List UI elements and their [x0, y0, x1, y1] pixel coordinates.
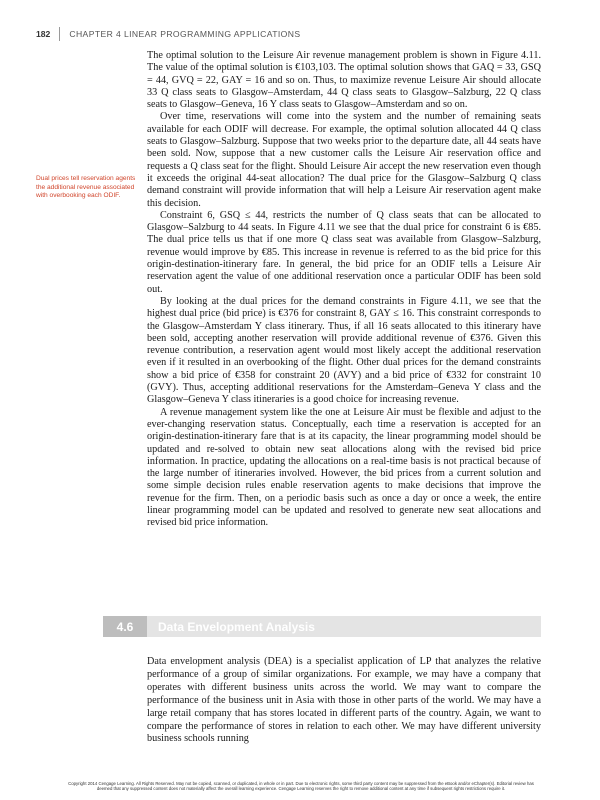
header-divider	[59, 27, 60, 41]
section-number: 4.6	[103, 616, 147, 637]
section-text	[147, 656, 541, 746]
section-title: Data Envelopment Analysis	[158, 619, 315, 634]
page-number: 182	[36, 29, 51, 39]
margin-note: Dual prices tell reservation agents the additional revenue associated with overbooking each ODIF.	[36, 175, 136, 200]
paragraph-dea-intro: Data envelopment analysis (DEA) is a specialist application of LP that analyzes the relative performance of a group of similar organizations. For example, we may have a company that operates with different business units across the world. We may want to compare the performance of the business unit in Asia with those in other parts of the world. We may have a large retail company that has stores located in different parts of the country. Again, we want to compare the performance of stores in relation to each other. We may have different university business schools running	[147, 656, 541, 745]
paragraph-constraint-6: Constraint 6, GSQ ≤ 44, restricts the number of Q class seats that can be allocated to Glasgow–Salzburg to 44 seats. In Figure 4.11 we see that the dual price for constraint 6 is €85. The dual price tells us that if one more Q class seat was available from Glasgow–Salzburg, revenue would improve by €85. This increase in revenue is referred to as the bid price for this origin-destination-itinerary fare. In general, the bid price for an ODIF tells a Leisure Air reservation agent the value of one additional reservation once a particular ODIF has been sold out.	[147, 209, 541, 295]
paragraph-optimal-solution: The optimal solution to the Leisure Air revenue management problem is shown in Figure 4.11. The value of the optimal solution is €103,103. The optimal solution shows that GAQ = 33, GSQ = 44, GVQ = 22, GAY = 16 and so on. Thus, to maximize revenue Leisure Air should allocate 33 Q class seats to Glasgow–Amsterdam, 44 Q class seats to Glasgow–Salzburg, 22 Q class seats to Glasgow–Geneva, 16 Y class seats to Glasgow–Amsterdam and so on.	[147, 50, 541, 111]
main-text	[147, 50, 541, 530]
copyright-footer	[36, 781, 566, 792]
section-heading	[103, 616, 541, 637]
paragraph-dual-prices: By looking at the dual prices for the demand constraints in Figure 4.11, we see that the highest dual price (bid price) is €376 for constraint 8, GAY ≤ 16. This constraint corresponds to the Glasgow–Amsterdam Y class itinerary. Thus, if all 16 seats allocated to this itinerary have been sold, accepting another reservation will provide additional revenue of €376. Given this revenue contribution, a reservation agent would most likely accept the additional reservation even if it resulted in an overbooking of the flight. Other dual prices for the demand constraints show a bid price of €358 for constraint 20 (AVY) and a bid price of €332 for constraint 10 (GVY). Thus, accepting additional reservations for the Amsterdam–Geneva Y class and the Glasgow–Geneva Y class itineraries is a good choice for increasing revenue.	[147, 295, 541, 406]
paragraph-reservations: Over time, reservations will come into the system and the number of remaining seats available for each ODIF will decrease. For example, the optimal solution allocated 44 Q class seats to Glasgow–Salzburg. Suppose that two weeks prior to the departure date, all 44 seats have been sold. Now, suppose that a new customer calls the Leisure Air reservation office and requests a Q class seat for the flight. Should Leisure Air accept the new reservation even though it exceeds the original 44-seat allocation? The dual price for the Glasgow–Salzburg Q class demand constraint will provide information that will help a Leisure Air reservation agent make this decision.	[147, 111, 541, 209]
copyright-line-2: deemed that any suppressed content does not materially affect the overall learning experience. Cengage Learning reserves the right to remove additional content at any time if subsequent rights restrictions require it.	[96, 786, 506, 792]
paragraph-revenue-management: A revenue management system like the one at Leisure Air must be flexible and adjust to the ever-changing reservation status. Conceptually, each time a reservation is accepted for an origin-destination-itinerary fare that is at its capacity, the linear programming model should be updated and re-solved to obtain new seat allocations along with the revised bid price information. In practice, updating the allocations on a real-time basis is not practical because of the large number of itineraries involved. However, the bid prices from a current solution and some simple decision rules enable reservation agents to make decisions that improve the revenue for the firm. Then, on a periodic basis such as once a day or once a week, the entire linear programming model can be updated and resolved to generate new seat allocations and revised bid price information.	[147, 406, 541, 529]
copyright-line-1: Copyright 2014 Cengage Learning. All Rights Reserved. May not be copied, scanned, or duplicated, in whole or in part. Due to electronic rights, some third party content may be suppressed from the eBook and/or eChapter(s). Editorial review has	[68, 781, 534, 786]
running-header	[36, 27, 300, 41]
chapter-title: CHAPTER 4 LINEAR PROGRAMMING APPLICATIONS	[69, 29, 301, 39]
